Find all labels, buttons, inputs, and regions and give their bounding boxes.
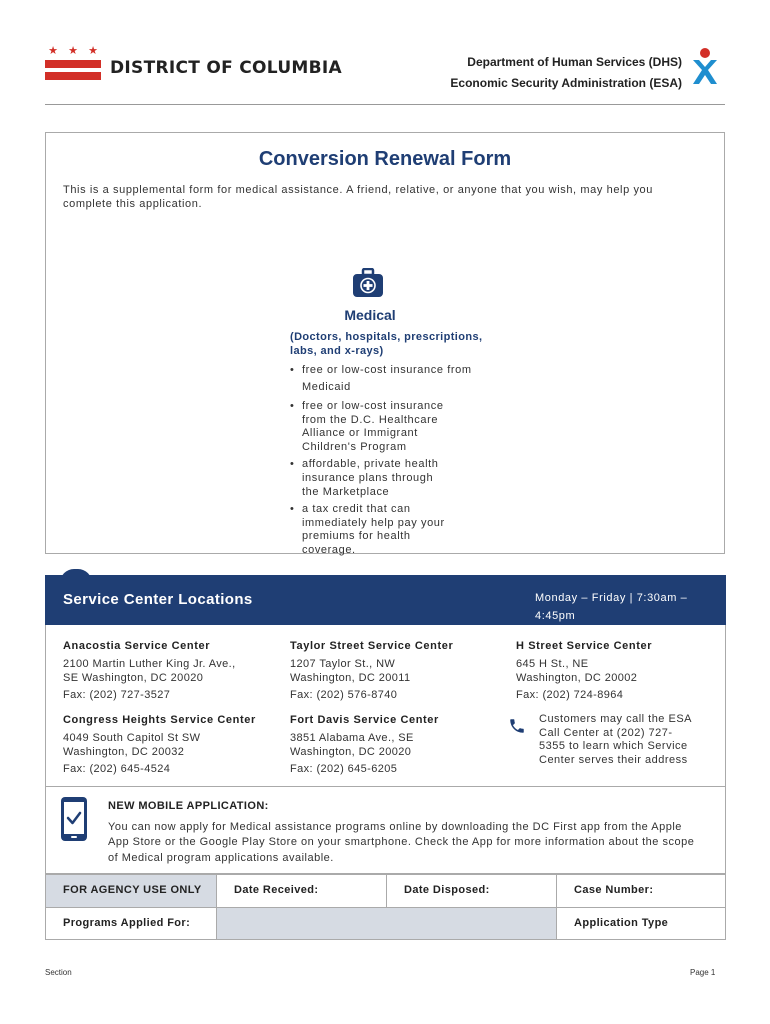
medical-subtitle-line: (Doctors, hospitals, prescriptions, xyxy=(290,331,483,343)
location-name: Taylor Street Service Center xyxy=(290,640,454,652)
list-item-line: • free or low-cost insurance xyxy=(302,400,444,412)
list-item-line: • affordable, private health xyxy=(302,458,439,471)
medical-benefits-list xyxy=(290,362,490,562)
star-icon: ★ xyxy=(68,45,78,57)
date-disposed-field: Date Disposed: xyxy=(387,875,557,908)
list-item-line: immediately help pay your xyxy=(302,516,445,529)
list-item xyxy=(290,400,490,454)
location-address xyxy=(516,658,716,685)
call-center-line: 5355 to learn which Service xyxy=(539,740,688,752)
flag-bar xyxy=(45,60,101,68)
call-center-info xyxy=(539,713,719,767)
address-line: Washington, DC 20002 xyxy=(516,671,638,684)
location-congress-heights xyxy=(63,714,278,775)
administration-name: Economic Security Administration (ESA) xyxy=(450,76,682,90)
mobile-app-line: You can now apply for Medical assistance programs online by downloading the DC First app from the Apple xyxy=(108,821,682,833)
list-item xyxy=(290,362,490,396)
list-item-line: from the D.C. Healthcare xyxy=(302,413,439,426)
address-line: Washington, DC 20011 xyxy=(290,671,411,684)
department-heading xyxy=(450,52,682,94)
list-item-line: coverage. xyxy=(302,543,356,556)
mobile-app-line: App Store or the Google Play Store on your smartphone. Check the App for more information about the scope xyxy=(108,836,695,849)
dc-flag-logo xyxy=(45,46,101,82)
intro-text xyxy=(63,183,683,211)
medical-subtitle-line: labs, and x-rays) xyxy=(290,345,384,357)
list-item-line: insurance plans through xyxy=(302,471,434,484)
location-address xyxy=(63,732,278,759)
list-item-line: the Marketplace xyxy=(302,485,390,498)
address-line: 645 H St., NE xyxy=(516,658,589,670)
case-number-field: Case Number: xyxy=(557,875,725,908)
phone-icon xyxy=(508,717,526,735)
location-fort-davis xyxy=(290,714,505,775)
office-hours-line: 4:45pm xyxy=(535,610,576,622)
application-type-field: Application Type xyxy=(574,917,669,929)
location-anacostia xyxy=(63,640,278,701)
footer-section-label: Section xyxy=(45,968,72,977)
star-icon: ★ xyxy=(48,45,58,57)
intro-line: This is a supplemental form for medical assistance. A friend, relative, or anyone that you wish, may help you xyxy=(63,184,653,196)
location-fax: Fax: (202) 727-3527 xyxy=(63,689,171,701)
office-hours-line: Monday – Friday | 7:30am – xyxy=(535,592,688,604)
list-item-line: • free or low-cost insurance from xyxy=(302,364,472,376)
list-item-line: premiums for health xyxy=(302,530,411,543)
address-line: 1207 Taylor St., NW xyxy=(290,658,396,670)
location-address xyxy=(290,658,505,685)
dhs-person-logo-icon xyxy=(690,46,720,86)
office-hours xyxy=(535,589,695,625)
jurisdiction-title: DISTRICT OF COLUMBIA xyxy=(110,58,342,78)
header-divider xyxy=(45,104,725,105)
mobile-app-line: of Medical program applications available. xyxy=(108,851,334,864)
mobile-app-text xyxy=(108,820,713,866)
list-item-line: Medicaid xyxy=(302,381,351,393)
footer-page-number: Page 1 xyxy=(690,968,716,977)
medical-kit-icon xyxy=(352,268,384,298)
location-address xyxy=(290,732,505,759)
page-title: Conversion Renewal Form xyxy=(258,148,512,170)
location-fax: Fax: (202) 645-6205 xyxy=(290,763,398,775)
list-item-line: • a tax credit that can xyxy=(302,503,411,516)
mobile-app-title: NEW MOBILE APPLICATION: xyxy=(108,800,269,812)
programs-applied-label: Programs Applied For: xyxy=(46,908,217,939)
location-fax: Fax: (202) 724-8964 xyxy=(516,689,624,701)
location-fax: Fax: (202) 576-8740 xyxy=(290,689,398,701)
agency-use-table xyxy=(45,874,726,940)
location-name: Fort Davis Service Center xyxy=(290,714,439,726)
programs-applied-field xyxy=(217,908,557,939)
location-h-street xyxy=(516,640,716,701)
location-fax: Fax: (202) 645-4524 xyxy=(63,763,171,775)
call-center-line: Center serves their address xyxy=(539,753,688,766)
medical-title: Medical xyxy=(344,307,396,323)
medical-subtitle xyxy=(290,330,490,358)
list-item xyxy=(290,503,490,557)
location-name: H Street Service Center xyxy=(516,640,653,652)
address-line: Washington, DC 20020 xyxy=(290,745,412,758)
department-name: Department of Human Services (DHS) xyxy=(467,55,682,69)
list-item-line: Alliance or Immigrant xyxy=(302,427,418,440)
list-item-line: Children's Program xyxy=(302,440,407,453)
address-line: 3851 Alabama Ave., SE xyxy=(290,732,414,744)
date-received-field: Date Received: xyxy=(217,875,387,908)
location-name: Congress Heights Service Center xyxy=(63,714,256,726)
address-line: 2100 Martin Luther King Jr. Ave., xyxy=(63,658,236,670)
location-taylor-street xyxy=(290,640,505,701)
agency-use-only-label: FOR AGENCY USE ONLY xyxy=(46,875,217,908)
call-center-line: Customers may call the ESA xyxy=(539,713,692,725)
address-line: 4049 South Capitol St SW xyxy=(63,732,201,744)
address-line: SE Washington, DC 20020 xyxy=(63,671,204,684)
location-address xyxy=(63,658,278,685)
service-centers-title: Service Center Locations xyxy=(63,591,253,608)
location-name: Anacostia Service Center xyxy=(63,640,211,652)
smartphone-check-icon xyxy=(60,796,88,842)
intro-line: complete this application. xyxy=(63,198,203,210)
call-center-line: Call Center at (202) 727- xyxy=(539,726,673,739)
address-line: Washington, DC 20032 xyxy=(63,745,185,758)
star-icon: ★ xyxy=(88,45,98,57)
flag-bar xyxy=(45,72,101,80)
list-item xyxy=(290,458,490,499)
